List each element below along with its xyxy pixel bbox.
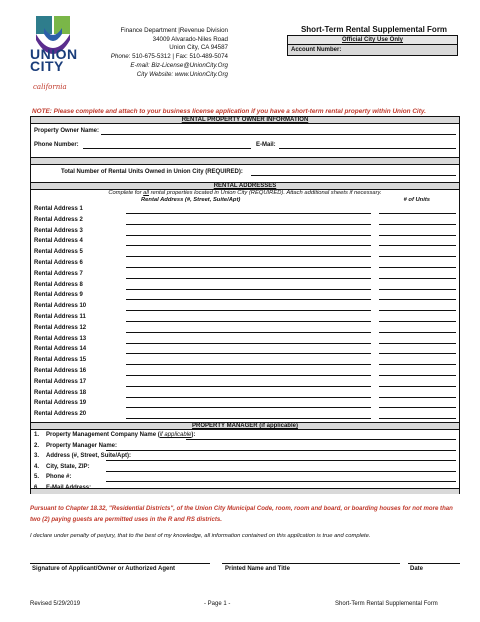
signature-field[interactable] — [30, 563, 210, 564]
rental-address-field[interactable] — [126, 310, 371, 311]
manager-field-input[interactable] — [106, 481, 456, 482]
rental-address-field[interactable] — [126, 213, 371, 214]
department-address: Finance Department |Revenue Division 34009 Alvarado-Niles Road Union City, CA 94587 Phone: 510-675-5312 | Fax: 510-489-5074 E-mail: Biz-License@UnionCity.Org City Website: www.UnionCity.Org — [110, 27, 228, 78]
manager-section-header: PROPERTY MANAGER (if applicable) — [31, 422, 459, 430]
rental-address-label: Rental Address 16 — [34, 368, 87, 374]
addresses-instruction: Complete for all rental properties located in Union City (REQUIRED). Attach additional sheets if necessary. — [108, 190, 382, 196]
logo-wordmark: UNION CITY — [30, 46, 78, 74]
rental-address-field[interactable] — [126, 235, 371, 236]
rental-address-label: Rental Address 13 — [34, 335, 87, 342]
rental-address-field[interactable] — [126, 364, 371, 365]
rental-address-field[interactable] — [126, 343, 371, 344]
rental-address-label: Rental Address 15 — [34, 357, 87, 364]
official-use-box — [287, 35, 458, 56]
units-field[interactable] — [379, 418, 456, 419]
rental-address-label: Rental Address 11 — [34, 314, 86, 320]
phone-label: Phone Number: — [34, 142, 79, 148]
form-box-footer-bar — [31, 488, 459, 494]
rental-address-field[interactable] — [126, 256, 371, 257]
units-field[interactable] — [379, 267, 456, 268]
rental-address-label: Rental Address 19 — [34, 400, 87, 407]
units-field[interactable] — [379, 245, 456, 246]
date-label: Date — [410, 566, 424, 572]
rental-address-label: Rental Address 17 — [34, 378, 87, 385]
rental-address-field[interactable] — [126, 224, 371, 225]
units-field[interactable] — [379, 278, 456, 279]
rental-address-field[interactable] — [126, 321, 371, 322]
rental-address-label: Rental Address 18 — [34, 389, 87, 396]
manager-field-label: 2. Property Manager Name: — [34, 442, 118, 449]
units-field[interactable] — [379, 364, 456, 365]
units-field[interactable] — [379, 386, 456, 387]
rental-address-label: Rental Address 9 — [34, 292, 83, 299]
units-field[interactable] — [379, 289, 456, 290]
owner-name-label: Property Owner Name: — [34, 128, 100, 134]
rental-address-field[interactable] — [126, 375, 371, 376]
rental-address-field[interactable] — [126, 332, 371, 333]
rental-address-label: Rental Address 3 — [34, 227, 83, 234]
account-number-field[interactable]: Account Number: — [291, 47, 342, 53]
rental-address-field[interactable] — [126, 289, 371, 290]
units-field[interactable] — [379, 343, 456, 344]
phone-field[interactable] — [83, 148, 251, 149]
rental-address-label: Rental Address 8 — [34, 281, 83, 288]
logo-subtitle: california — [33, 83, 67, 91]
manager-field-label: 1. Property Management Company Name (if applicable): — [34, 432, 196, 438]
printed-name-field[interactable] — [222, 563, 400, 564]
rental-address-field[interactable] — [126, 299, 371, 300]
zoning-notice: Pursuant to Chapter 18.32, "Residential Districts", of the Union City Municipal Code, room, room and board, or boarding houses for not more than two (2) paying guests are permitted uses in the R and RS districts. — [30, 505, 453, 523]
manager-field-input[interactable] — [106, 450, 456, 451]
units-field[interactable] — [379, 353, 456, 354]
units-field[interactable] — [379, 235, 456, 236]
rental-address-label: Rental Address 7 — [34, 270, 83, 277]
manager-field-input[interactable] — [106, 471, 456, 472]
rental-address-field[interactable] — [126, 418, 371, 419]
email-field[interactable] — [279, 148, 456, 149]
rental-address-field[interactable] — [126, 267, 371, 268]
rental-address-label: Rental Address 14 — [34, 346, 87, 353]
date-field[interactable] — [408, 563, 460, 564]
rental-address-label: Rental Address 12 — [34, 324, 87, 331]
revision-date: Revised 5/29/2019 — [30, 601, 81, 607]
total-units-label: Total Number of Rental Units Owned in Union City (REQUIRED): — [61, 169, 243, 175]
rental-address-field[interactable] — [126, 407, 371, 408]
addresses-section-header: RENTAL ADDRESSES — [31, 182, 459, 190]
rental-address-field[interactable] — [126, 386, 371, 387]
rental-address-label: Rental Address 10 — [34, 303, 87, 310]
instruction-note: NOTE: Please complete and attach to your business license application if you have a short-term rental property within Union City. — [32, 108, 426, 115]
units-field[interactable] — [379, 397, 456, 398]
declaration-text: I declare under penalty of perjury, that to the best of my knowledge, all information contained on this application is true and complete. — [30, 533, 371, 539]
rental-address-label: Rental Address 1 — [34, 206, 83, 212]
form-box — [30, 116, 460, 494]
units-field[interactable] — [379, 224, 456, 225]
owner-section-header: RENTAL PROPERTY OWNER INFORMATION — [31, 116, 459, 124]
units-field[interactable] — [379, 332, 456, 333]
rental-address-label: Rental Address 5 — [34, 249, 83, 256]
rental-address-field[interactable] — [126, 397, 371, 398]
printed-name-label: Printed Name and Title — [225, 566, 290, 572]
rental-address-field[interactable] — [126, 278, 371, 279]
spacer-bar — [31, 157, 459, 165]
units-field[interactable] — [379, 321, 456, 322]
rental-address-label: Rental Address 6 — [34, 260, 83, 266]
units-field[interactable] — [379, 299, 456, 300]
rental-address-field[interactable] — [126, 245, 371, 246]
units-field[interactable] — [379, 375, 456, 376]
page-number: - Page 1 - — [204, 601, 231, 607]
units-field[interactable] — [379, 213, 456, 214]
total-units-field[interactable] — [251, 175, 456, 176]
owner-name-field[interactable] — [101, 134, 456, 135]
units-field[interactable] — [379, 310, 456, 311]
official-use-header: Official City Use Only — [288, 36, 457, 45]
form-title: Short-Term Rental Supplemental Form — [300, 25, 448, 34]
column-header-units: # of Units — [403, 197, 430, 203]
footer-form-name: Short-Term Rental Supplemental Form — [335, 601, 438, 607]
email-label: E-Mail: — [256, 142, 276, 148]
column-header-address: Rental Address (#, Street, Suite/Apt) — [141, 197, 241, 203]
rental-address-field[interactable] — [126, 353, 371, 354]
rental-address-label: Rental Address 20 — [34, 411, 87, 418]
signature-label: Signature of Applicant/Owner or Authorized Agent — [32, 566, 176, 572]
rental-address-label: Rental Address 4 — [34, 238, 83, 245]
manager-field-input[interactable] — [106, 460, 456, 461]
units-field[interactable] — [379, 407, 456, 408]
manager-field-label: 5. Phone #: — [34, 474, 72, 480]
manager-field-label: 4. City, State, ZIP: — [34, 463, 90, 470]
units-field[interactable] — [379, 256, 456, 257]
manager-field-label: 3. Address (#, Street, Suite/Apt): — [34, 453, 132, 459]
rental-address-label: Rental Address 2 — [34, 216, 83, 223]
manager-field-input[interactable] — [186, 439, 456, 440]
